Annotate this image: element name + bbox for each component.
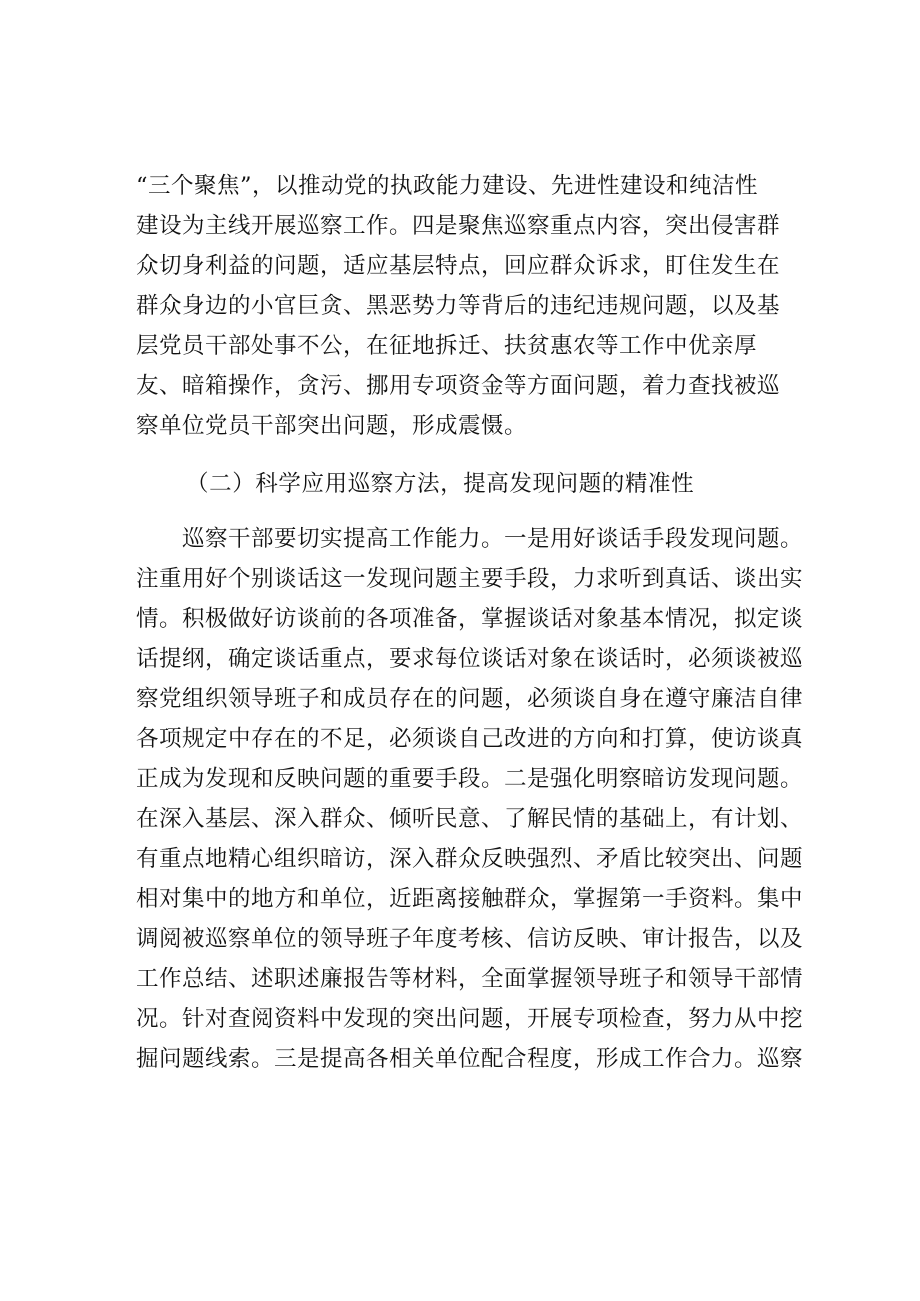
text-line: 友、暗箱操作，贪污、挪用专项资金等方面问题，着力查找被巡 (136, 373, 781, 399)
text-line: 各项规定中存在的不足，必须谈自己改进的方向和打算，使访谈真 (136, 726, 804, 752)
text-line: 调阅被巡察单位的领导班子年度考核、信访反映、审计报告，以及 (136, 926, 804, 952)
text-line: “三个聚焦”，以推动党的执政能力建设、先进性建设和纯洁性 (136, 173, 759, 199)
text-line: 有重点地精心组织暗访，深入群众反映强烈、矛盾比较突出、问题 (136, 846, 804, 872)
text-line: 察党组织领导班子和成员存在的问题，必须谈自身在遵守廉洁自律 (136, 686, 804, 712)
text-line: 工作总结、述职述廉报告等材料，全面掌握领导班子和领导干部情 (136, 966, 804, 992)
section-heading: （二）科学应用巡察方法，提高发现问题的精准性 (186, 471, 695, 497)
text-line: 层党员干部处事不公，在征地拆迁、扶贫惠农等工作中优亲厚 (136, 333, 758, 359)
text-line: 在深入基层、深入群众、倾听民意、了解民情的基础上，有计划、 (136, 806, 804, 832)
text-line: 巡察干部要切实提高工作能力。一是用好谈话手段发现问题。 (182, 526, 804, 552)
text-line: 话提纲，确定谈话重点，要求每位谈话对象在谈话时，必须谈被巡 (136, 646, 804, 672)
text-line: 况。针对查阅资料中发现的突出问题，开展专项检查，努力从中挖 (136, 1006, 804, 1032)
text-line: 众切身利益的问题，适应基层特点，回应群众诉求，盯住发生在 (136, 253, 781, 279)
text-line: 相对集中的地方和单位，近距离接触群众，掌握第一手资料。集中 (136, 886, 804, 912)
text-line: 察单位党员干部突出问题，形成震慑。 (136, 413, 528, 439)
text-line: 掘问题线索。三是提高各相关单位配合程度，形成工作合力。巡察 (136, 1046, 804, 1072)
text-line: 情。积极做好访谈前的各项准备，掌握谈话对象基本情况，拟定谈 (136, 606, 804, 632)
text-line: 注重用好个别谈话这一发现问题主要手段，力求听到真话、谈出实 (136, 566, 804, 592)
text-line: 建设为主线开展巡察工作。四是聚焦巡察重点内容，突出侵害群 (136, 213, 781, 239)
text-line: 正成为发现和反映问题的重要手段。二是强化明察暗访发现问题。 (136, 766, 804, 792)
text-line: 群众身边的小官巨贪、黑恶势力等背后的违纪违规问题，以及基 (136, 293, 781, 319)
